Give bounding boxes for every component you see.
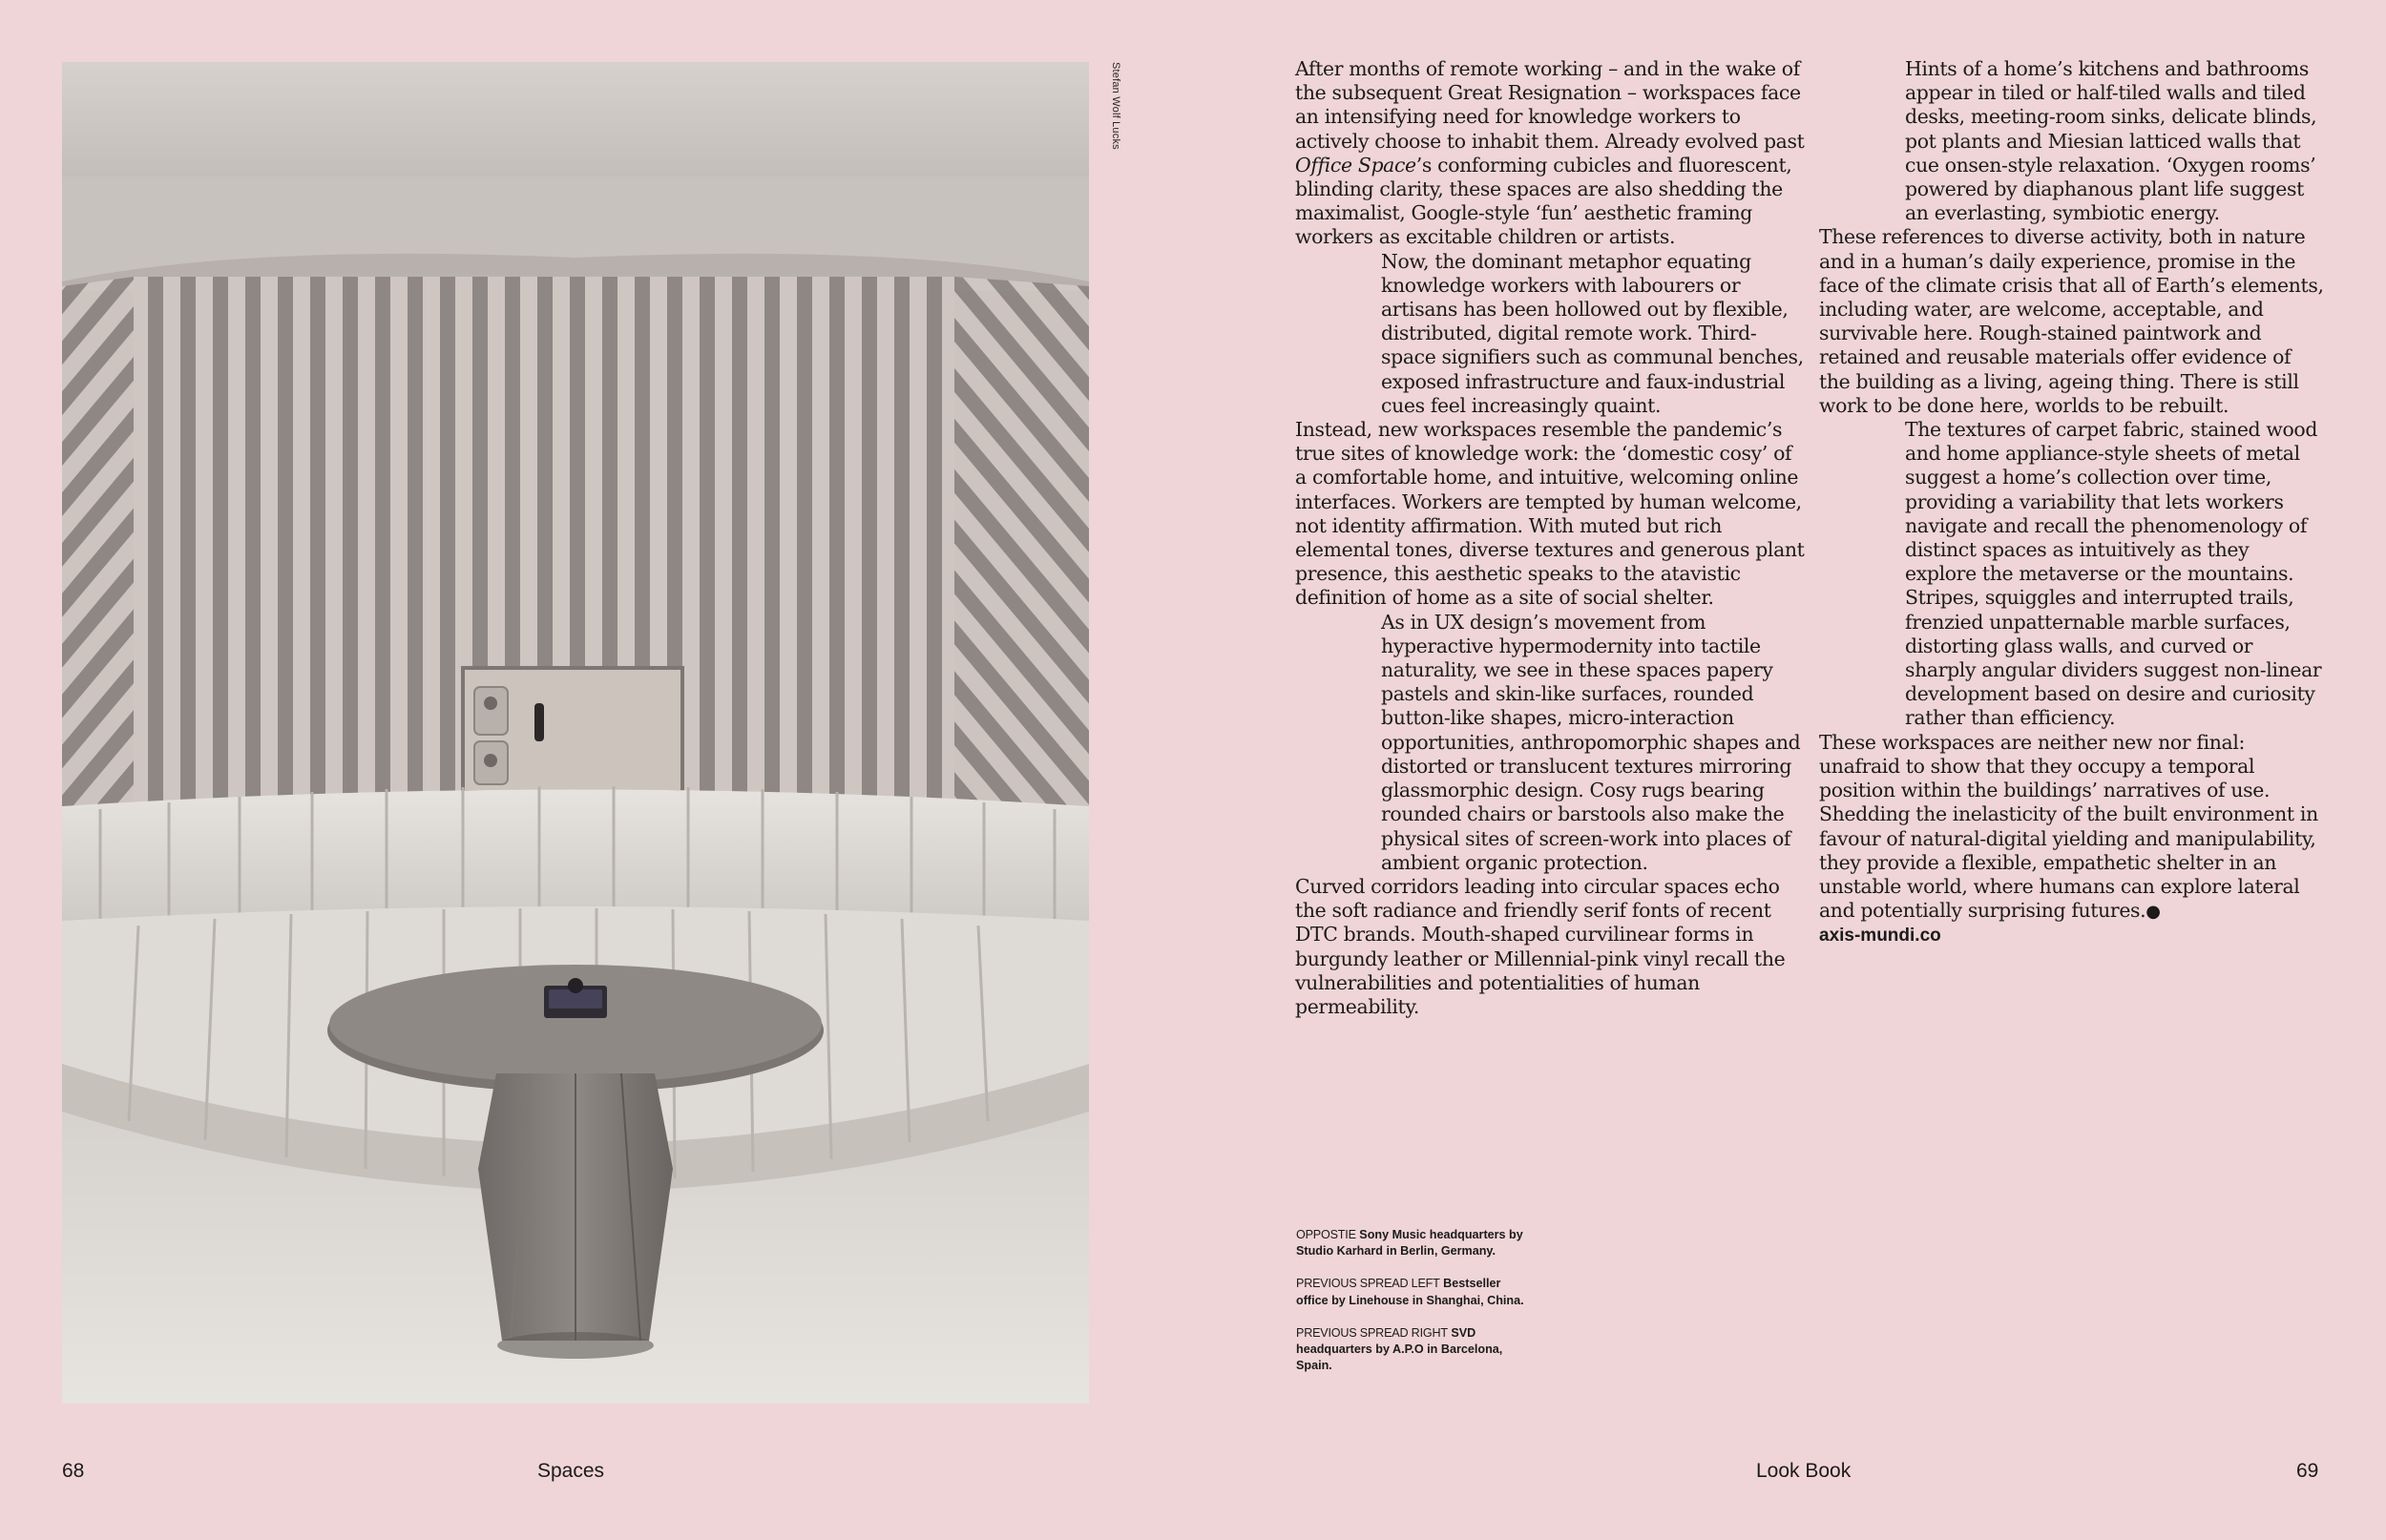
paragraph: Hints of a home’s kitchens and bathrooms appear in tiled or half-tiled walls and tiled desks, meeting-room sinks, delicate blinds, pot plants and Miesian latticed walls that cue onsen-style relaxation. ‘Oxygen rooms’ powered by diaphanous plant life suggest an everlasting, symbiotic energy. [1905,57,2317,225]
paragraph: As in UX design’s movement from hyperactive hypermodernity into tactile naturality, we see in these spaces papery pastels and skin-like surfaces, rounded button-like shapes, micro-interaction opportunities, anthropomorphic shapes and distorted or translucent textures mirroring glassmorphic design. Cosy rugs bearing rounded chairs or barstools also make the physical sites of screen-work into places of ambient organic protection. [1381,610,1801,874]
photo-captions [1296,1227,1525,1390]
caption [1296,1227,1525,1259]
caption-text: Bestseller office by Linehouse in Shanghai, China. [1296,1277,1524,1307]
page-number-left: 68 [62,1460,85,1482]
paragraph: After months of remote working – and in the wake of the subsequent Great Resignation – workspaces face an intensifying need for knowledge workers to actively choose to inhabit them. Already evolved past Office Space’s conforming cubicles and fluorescent, blinding clarity, these spaces are also shedding the maximalist, Google-style ‘fun’ aesthetic framing workers as excitable children or artists. [1295,57,1805,249]
lounge-photo [62,62,1089,1404]
caption [1296,1276,1525,1308]
caption-label: PREVIOUS SPREAD RIGHT [1296,1325,1448,1340]
caption-text: Sony Music headquarters by Studio Karhard in Berlin, Germany. [1296,1228,1523,1259]
paragraph: Now, the dominant metaphor equating knowledge workers with labourers or artisans has been hollowed out by flexible, distributed, digital remote work. Third-space signifiers such as communal benches, exposed infrastructure and faux-industrial cues feel increasingly quaint. [1381,249,1804,417]
end-mark-icon: ● [2145,902,2161,923]
section-name-left: Spaces [537,1460,605,1482]
caption-label: PREVIOUS SPREAD LEFT [1296,1277,1440,1291]
caption [1296,1325,1525,1375]
article-column-left [1295,57,1807,1019]
paragraph: The textures of carpet fabric, stained wood and home appliance-style sheets of metal suggest a home’s collection over time, providing a variability that lets workers navigate and recall the phenomenology of distinct spaces as intuitively as they explore the metaverse or the mountains. Stripes, squiggles and interrupted trails, frenzied unpatternable marble surfaces, distorting glass walls, and curved or sharply angular dividers suggest non-linear development based on desire and curiosity rather than efficiency. [1905,418,2322,730]
photo-credit: Stefan Wolf Lucks [1110,62,1121,150]
website-link[interactable]: axis-mundi.co [1819,926,1941,947]
caption-label: OPPOSTIE [1296,1228,1356,1241]
paragraph: Instead, new workspaces resemble the pandemic’s true sites of knowledge work: the ‘domestic cosy’ of a comfortable home, and intuitive, welcoming online interfaces. Workers are tempted by human welcome, not identity affirmation. With muted but rich elemental tones, diverse textures and generous plant presence, this aesthetic speaks to the atavistic definition of home as a site of social shelter. [1295,418,1805,610]
paragraph: These references to diverse activity, both in nature and in a human’s daily experience, promise in the face of the climate crisis that all of Earth’s elements, including water, are welcome, acceptable, and survivable here. Rough-stained paintwork and retained and reusable materials offer evidence of the building as a living, ageing thing. There is still work to be done here, worlds to be rebuilt. [1819,225,2324,417]
page-number-right: 69 [2296,1460,2319,1482]
paragraph: Curved corridors leading into circular spaces echo the soft radiance and friendly serif fonts of recent DTC brands. Mouth-shaped curvilinear forms in burgundy leather or Millennial-pink vinyl recall the vulnerabilities and potentialities of human permeability. [1295,874,1786,1018]
film-title: Office Space [1295,153,1416,177]
caption-text: SVD headquarters by A.P.O in Barcelona, Spain. [1296,1325,1503,1373]
article-column-right [1819,57,2325,948]
paragraph: These workspaces are neither new nor final: unafraid to show that they occupy a temporal position within the buildings’ narratives of use. Shedding the inelasticity of the built environment in favour of natural-digital yielding and manipulability, they provide a flexible, empathetic shelter in an unstable world, where humans can explore lateral and potentially surprising futures.● [1819,730,2318,923]
section-name-right: Look Book [1756,1460,1852,1482]
